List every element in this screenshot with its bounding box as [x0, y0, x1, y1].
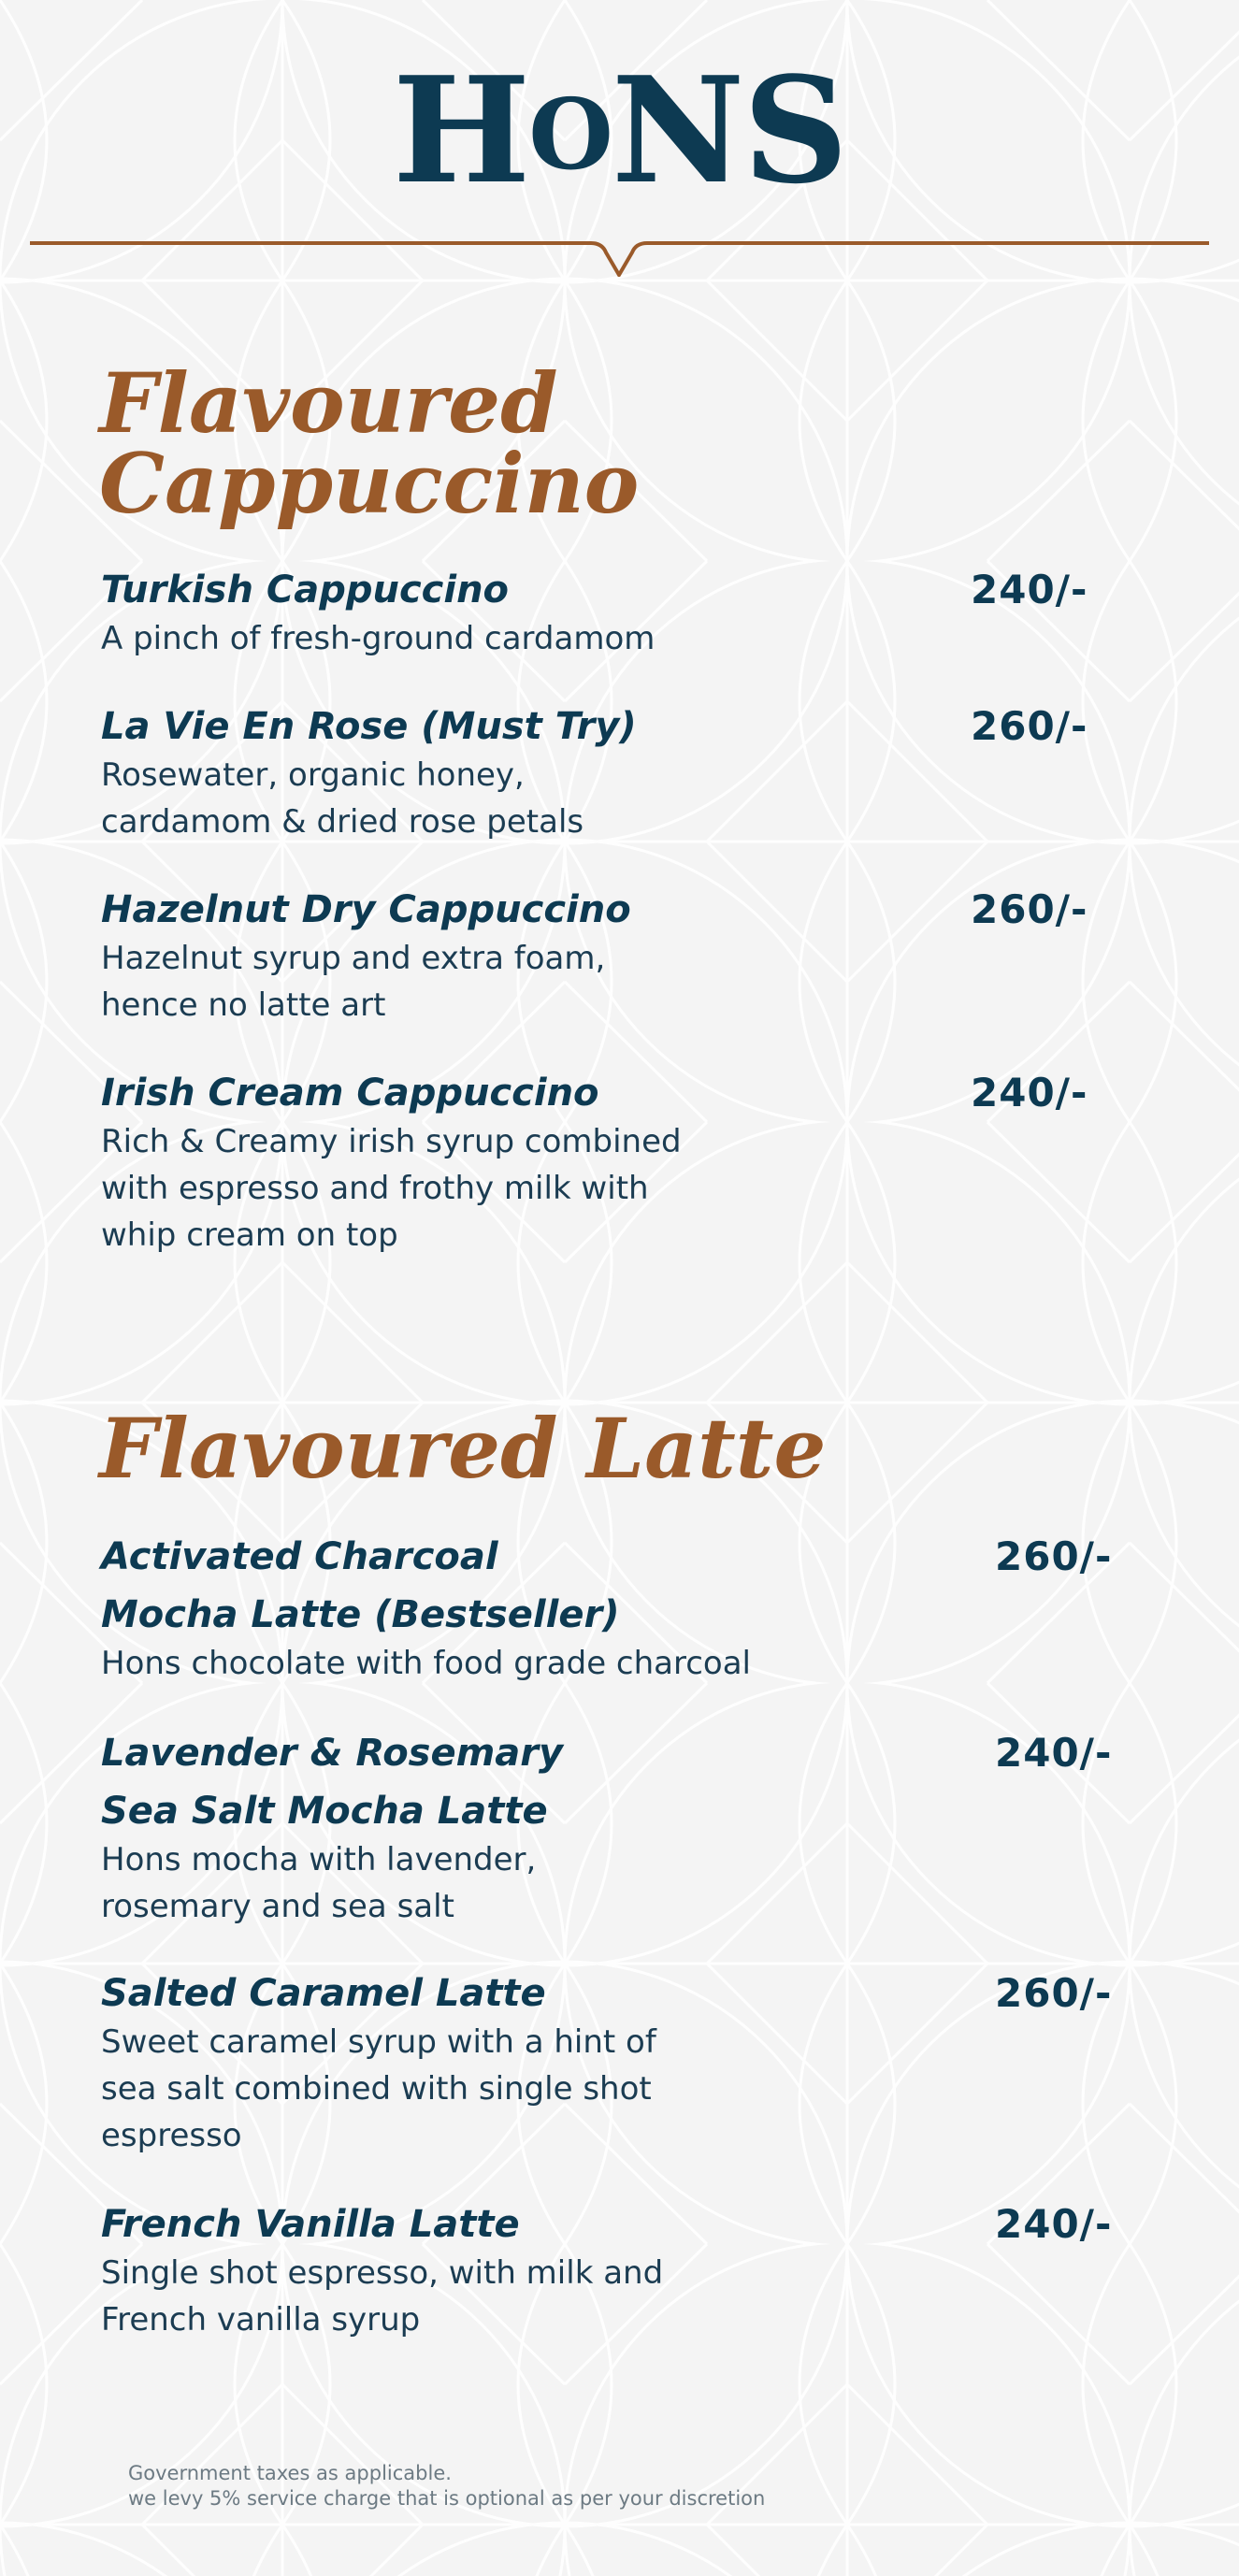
item-name: Lavender & Rosemary Sea Salt Mocha Latte: [101, 1732, 564, 1833]
item-name: Salted Caramel Latte: [101, 1972, 546, 2015]
item-price: 260/-: [971, 886, 1088, 932]
item-description: Hons chocolate with food grade charcoal: [101, 1645, 752, 1682]
item-price: 240/-: [995, 1730, 1113, 1776]
menu-item: [101, 698, 1148, 845]
menu-item: [101, 1724, 1148, 1930]
item-description: Sweet caramel syrup with a hint of sea salt combined with single shot espresso: [101, 2023, 656, 2154]
logo-letter-s: S: [742, 45, 847, 216]
item-description: Rich & Creamy irish syrup combined with espresso and frothy milk with whip cream on top: [101, 1123, 682, 1254]
menu-item: [101, 1964, 1148, 2159]
item-price: 240/-: [971, 1070, 1088, 1115]
footer-note: [128, 2461, 765, 2511]
item-name: French Vanilla Latte: [101, 2203, 520, 2246]
item-price: 260/-: [971, 703, 1088, 749]
section-title-latte: Flavoured Latte: [99, 1400, 827, 1497]
item-name: Irish Cream Cappuccino: [101, 1072, 599, 1115]
menu-item: [101, 2195, 1148, 2343]
item-name: Activated Charcoal Mocha Latte (Bestseller): [101, 1535, 620, 1636]
menu-item: [101, 1528, 1148, 1687]
item-price: 260/-: [995, 1533, 1113, 1579]
item-description: Rosewater, organic honey, cardamom & dried rose petals: [101, 756, 584, 841]
item-description: Hazelnut syrup and extra foam, hence no latte art: [101, 940, 606, 1024]
item-description: A pinch of fresh-ground cardamom: [101, 620, 656, 657]
item-price: 260/-: [995, 1970, 1113, 2016]
item-name: Hazelnut Dry Cappuccino: [101, 888, 631, 931]
item-description: Hons mocha with lavender, rosemary and sea salt: [101, 1841, 537, 1925]
logo-letter-o: O: [528, 77, 612, 192]
logo-letter-h: H: [392, 45, 529, 216]
item-name: La Vie En Rose (Must Try): [101, 705, 637, 748]
logo-letter-n: N: [611, 45, 743, 216]
header-divider: [30, 228, 1209, 277]
item-description: Single shot espresso, with milk and French vanilla syrup: [101, 2254, 664, 2339]
footer-tax-note: Government taxes as applicable.: [128, 2462, 452, 2484]
menu-item: [101, 1064, 1148, 1259]
item-price: 240/-: [971, 567, 1088, 612]
item-name: Turkish Cappuccino: [101, 568, 510, 612]
brand-logo: [0, 45, 1239, 216]
footer-service-note: we levy 5% service charge that is optional as per your discretion: [128, 2487, 766, 2510]
item-price: 240/-: [995, 2201, 1113, 2247]
menu-item: [101, 561, 1148, 662]
menu-item: [101, 881, 1148, 1029]
section-title-cappuccino: Flavoured Cappuccino: [99, 354, 640, 532]
